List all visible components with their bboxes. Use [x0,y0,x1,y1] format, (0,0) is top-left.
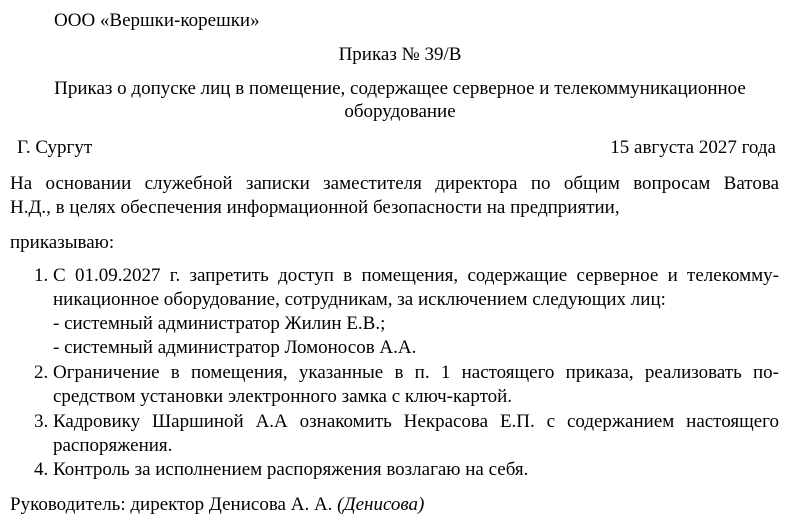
list-item-line: - системный администратор Ломоносов А.А. [53,337,417,358]
list-item-number: 4. [34,459,49,480]
order-title-line-2: оборудование [344,101,456,122]
list-item-line: Кадровику Шаршиной А.А ознакомить Некрасова Е.П. с содержанием настоящего [53,411,779,432]
list-item-line: - системный администратор Жилин Е.В.; [53,313,386,334]
city: Г. Сургут [17,137,93,158]
order-number: Приказ № 39/В [338,44,462,65]
list-item-line: распоряжения. [53,435,173,456]
order-title-line-1: Приказ о допуске лиц в помещение, содержащее серверное и телекоммуникационное [54,78,746,99]
list-item-number: 2. [34,362,49,383]
signature-label: Руководитель: директор Денисова А. А. [10,494,333,515]
list-item-number: 1. [34,265,49,286]
list-item-line: никационное оборудование, сотрудникам, за исключением следующих лиц: [53,289,666,310]
list-item-line: средством установки электронного замка с ключ-картой. [53,386,513,407]
order-date: 15 августа 2027 года [610,137,776,158]
list-item-line: С 01.09.2027 г. запретить доступ в помещения, содержащие серверное и телекомму- [53,265,779,286]
signature-line [10,493,424,517]
list-item-line: Ограничение в помещения, указанные в п. 1 настоящего приказа, реализовать по- [53,362,779,383]
list-item-line: Контроль за исполнением распоряжения возлагаю на себя. [53,459,529,480]
signature-handwritten: (Денисова) [337,494,425,515]
company-name: ООО «Вершки-корешки» [54,10,260,31]
list-item-number: 3. [34,411,49,432]
basis-line-1: На основании служебной записки заместителя директора по общим вопросам Ватова [10,173,779,194]
order-word: приказываю: [10,232,115,253]
basis-line-2: Н.Д., в целях обеспечения информационной безопасности на предприятии, [10,197,620,218]
